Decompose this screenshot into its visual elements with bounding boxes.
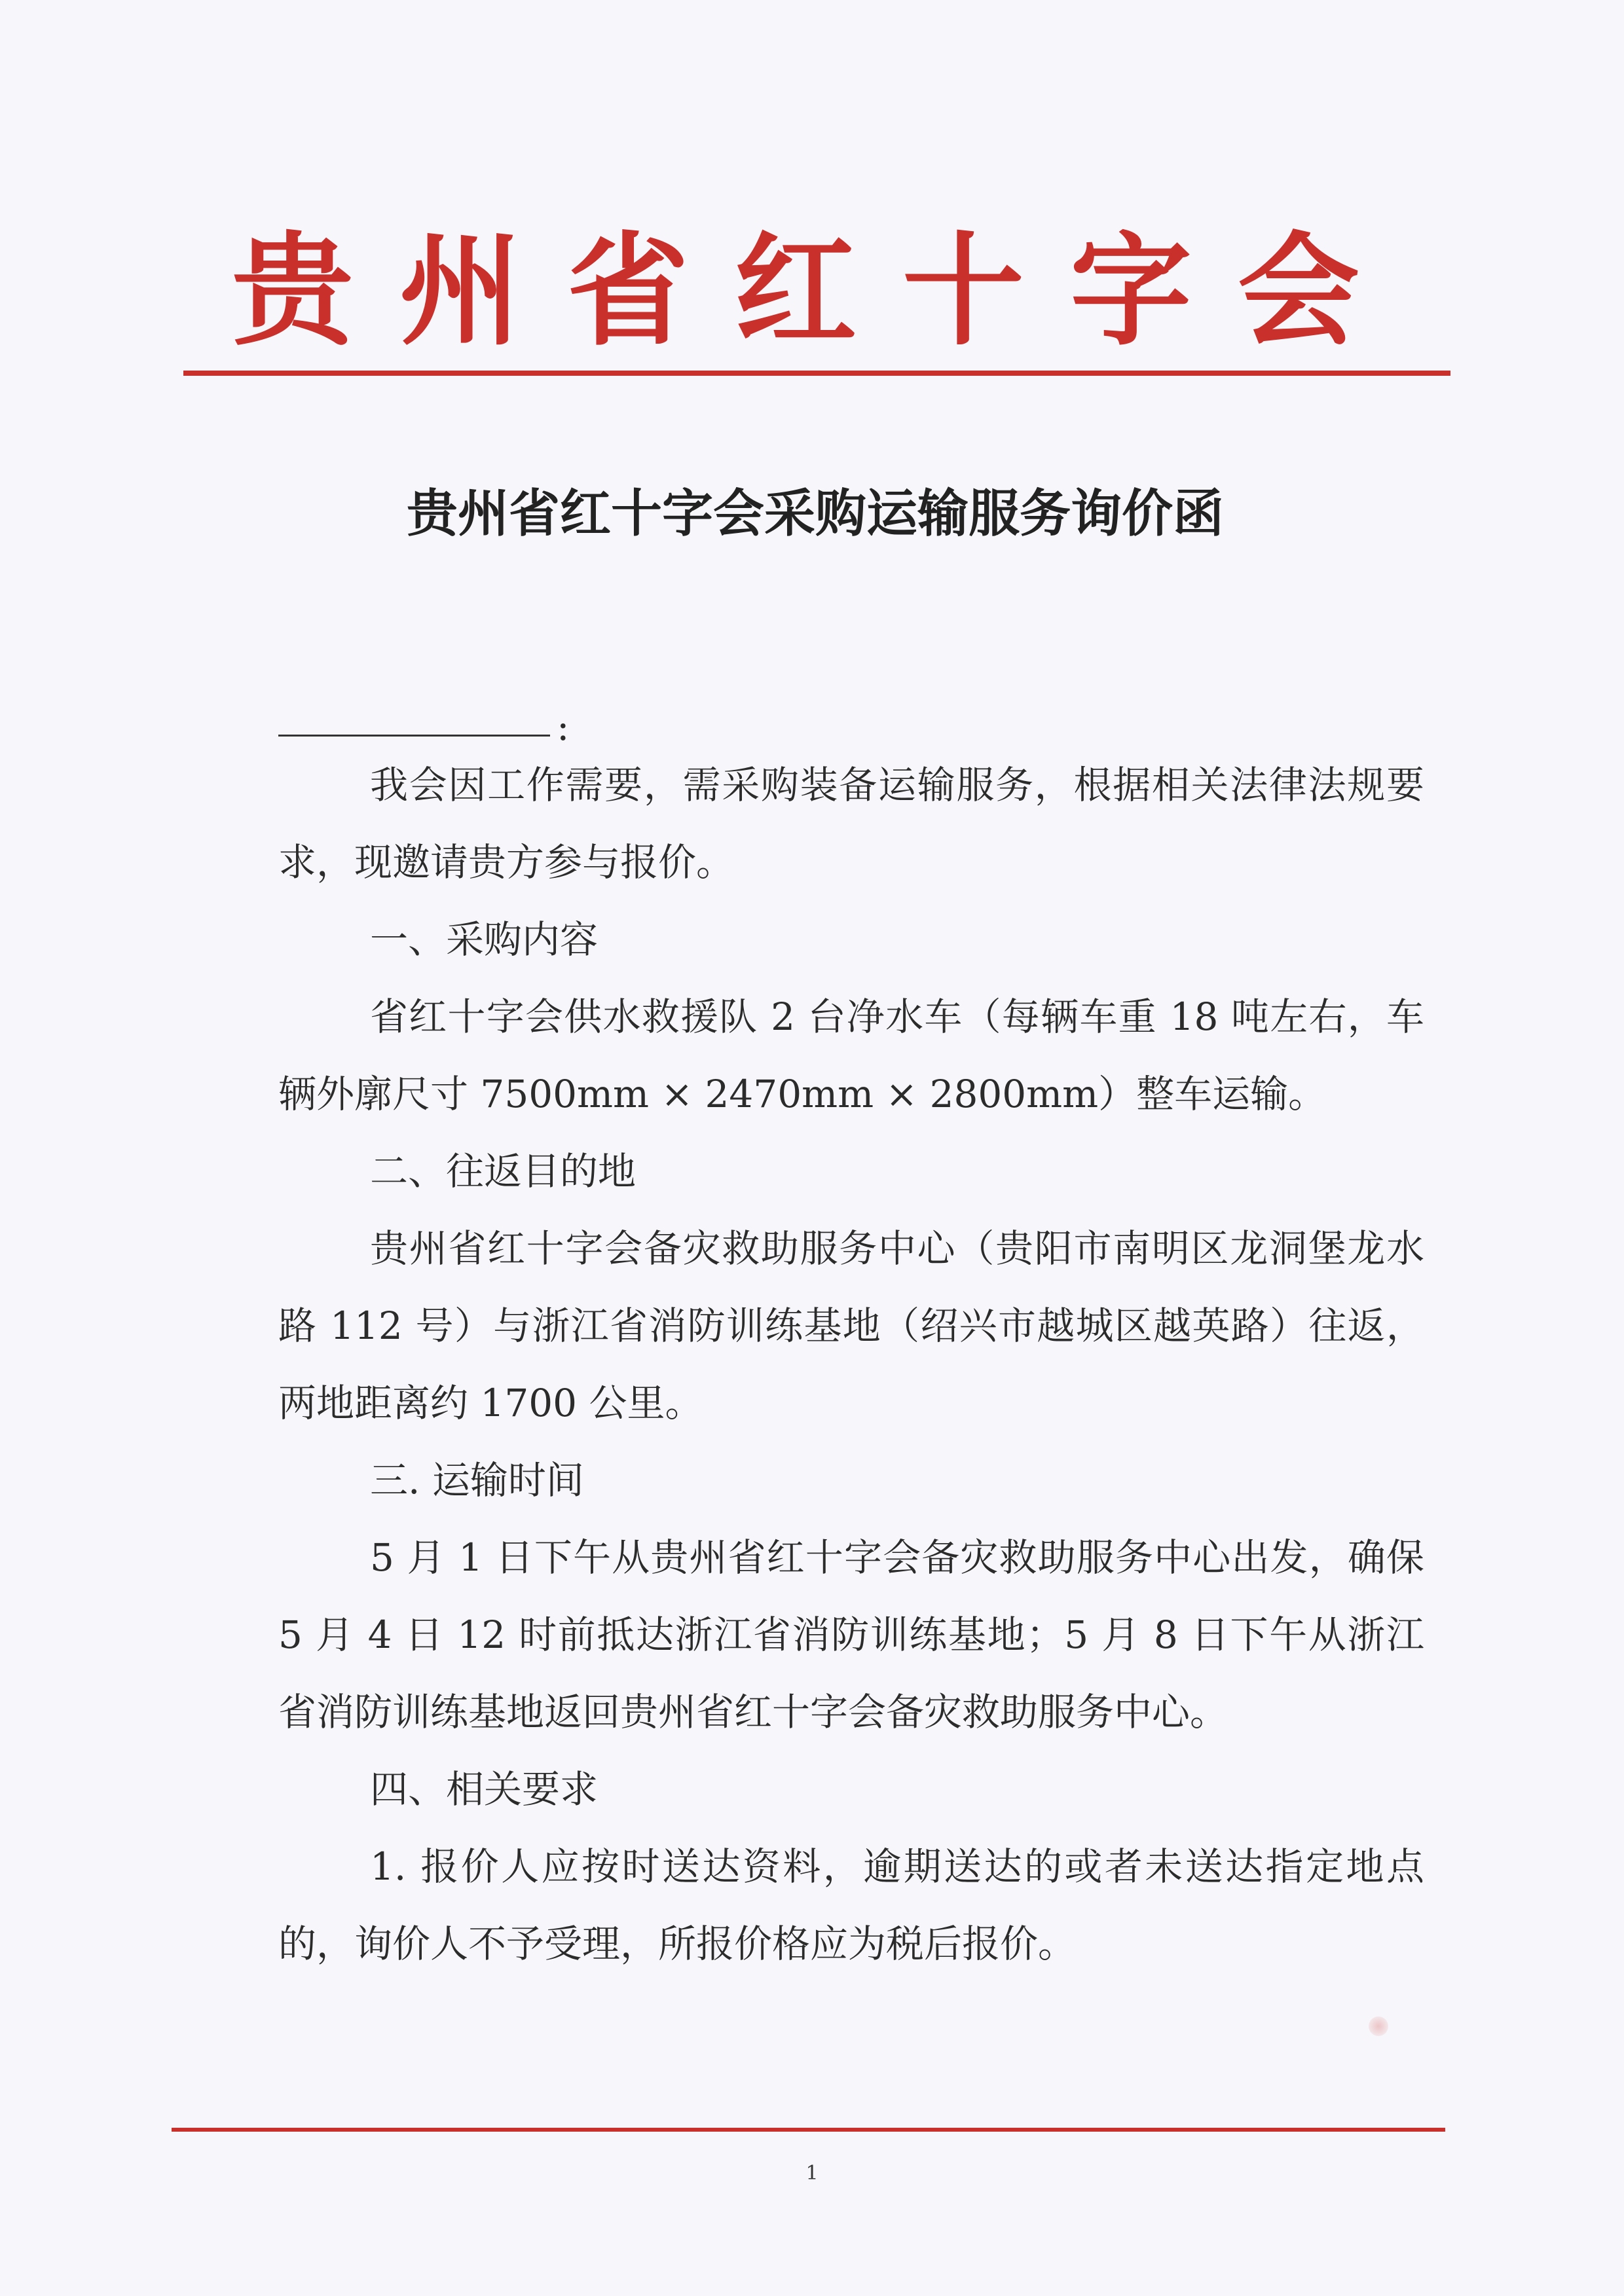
recipient-blank bbox=[278, 735, 550, 737]
schedule-paragraph: 5 月 1 日下午从贵州省红十字会备灾救助服务中心出发，确保 5 月 4 日 12 时前抵达浙江省消防训练基地；5 月 8 日下午从浙江省消防训练基地返回贵州省红十字会备灾救助服务中心。 bbox=[278, 1535, 1424, 1734]
salutation-colon: : bbox=[557, 704, 570, 749]
section-heading-requirements: 四、相关要求 bbox=[370, 1767, 599, 1812]
letterhead-org-name: 贵州省红十字会 bbox=[231, 220, 1405, 362]
letterhead-red-rule bbox=[183, 371, 1450, 376]
document-body bbox=[278, 746, 1424, 1982]
intro-paragraph: 我会因工作需要，需采购装备运输服务，根据相关法律法规要求，现邀请贵方参与报价。 bbox=[278, 763, 1424, 884]
section-heading-destination: 二、往返目的地 bbox=[370, 1149, 637, 1194]
procurement-paragraph: 省红十字会供水救援队 2 台净水车（每辆车重 18 吨左右，车辆外廓尺寸 7500mm × 2470mm × 2800mm）整车运输。 bbox=[278, 994, 1424, 1116]
page-number: 1 bbox=[805, 2162, 819, 2185]
section-heading-schedule: 三. 运输时间 bbox=[370, 1458, 584, 1503]
footer-red-rule bbox=[172, 2128, 1445, 2132]
requirement-item-1: 1. 报价人应按时送达资料，逾期送达的或者未送达指定地点的，询价人不予受理，所报价格应为税后报价。 bbox=[278, 1844, 1424, 1966]
ink-smudge bbox=[1369, 2016, 1388, 2036]
document-title: 贵州省红十字会采购运输服务询价函 bbox=[406, 484, 1224, 543]
section-heading-procurement: 一、采购内容 bbox=[370, 917, 599, 962]
destination-paragraph: 贵州省红十字会备灾救助服务中心（贵阳市南明区龙洞堡龙水路 112 号）与浙江省消防训练基地（绍兴市越城区越英路）往返，两地距离约 1700 公里。 bbox=[278, 1226, 1424, 1425]
